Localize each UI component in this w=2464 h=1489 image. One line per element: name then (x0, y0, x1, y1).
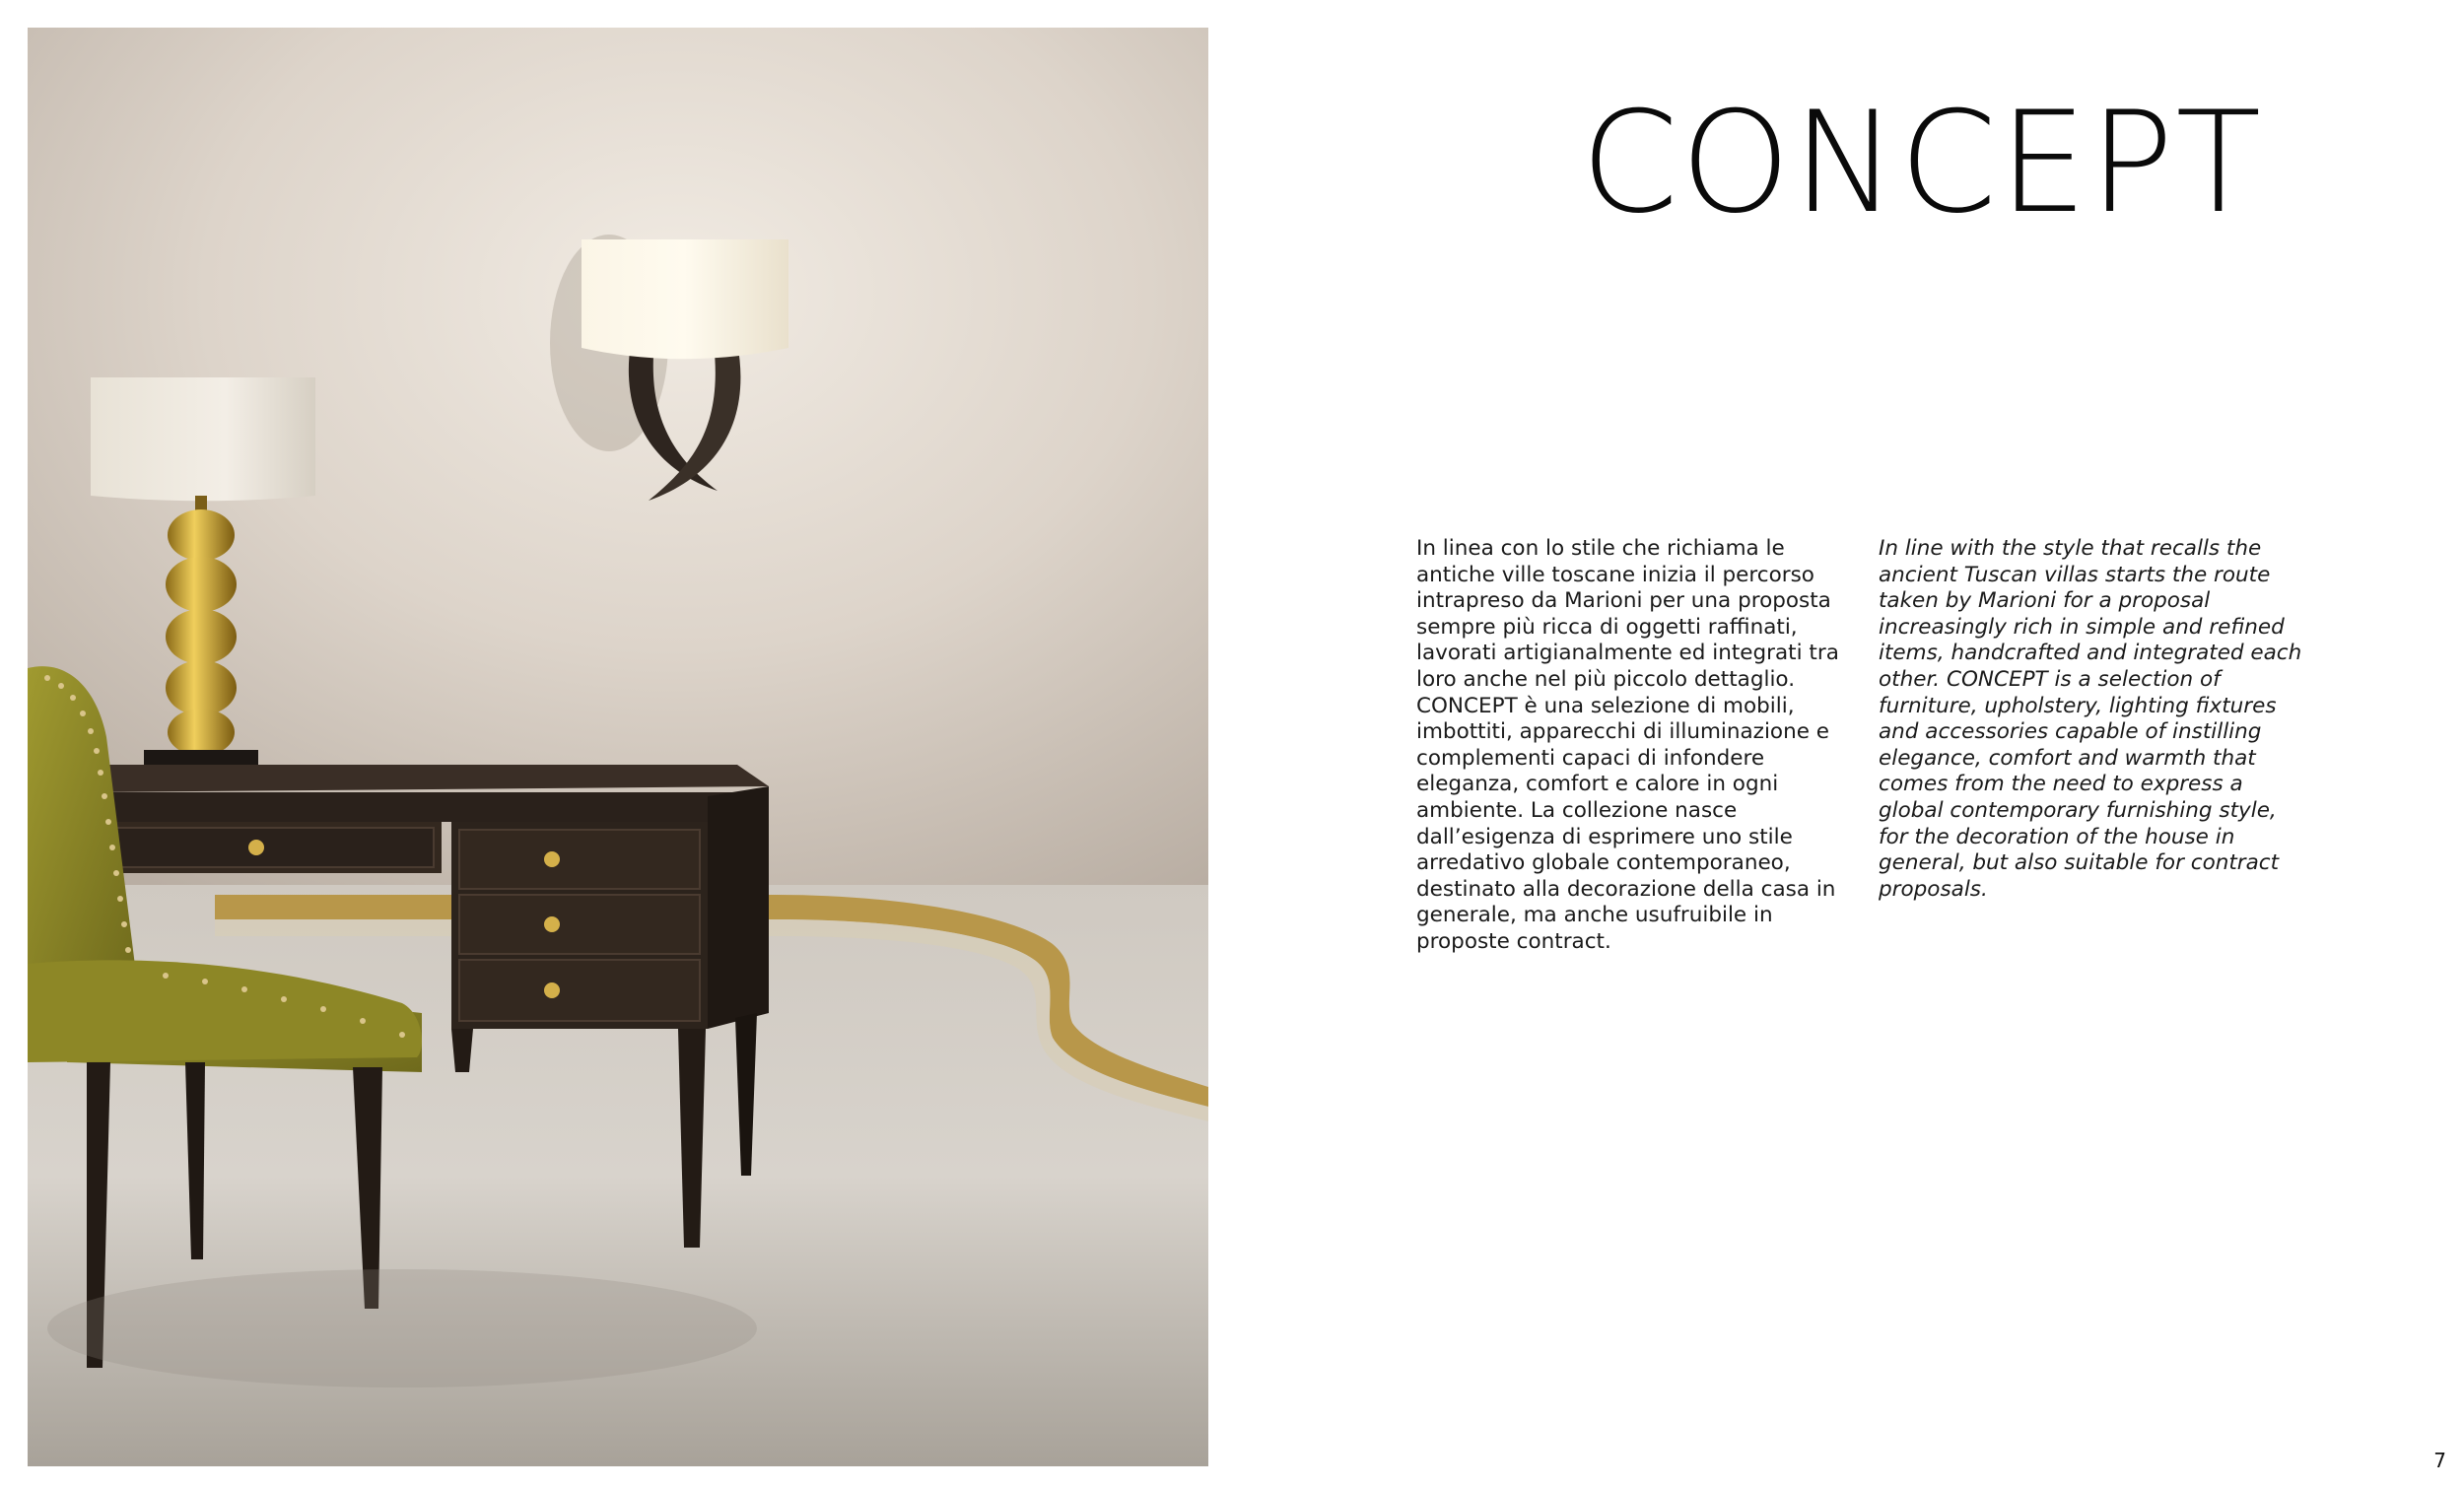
page-title: CONCEPT (1580, 82, 2264, 244)
italian-body-text: In linea con lo stile che richiama le antiche ville toscane inizia il percorso intrapreso da Marioni per una proposta sempre più ricca di oggetti raffinati, lavorati artigianalmente ed integrati tra loro anche nel più piccolo dettaglio. CONCEPT è una selezione di mobili, imbottiti, apparecchi di illuminazione e complementi capaci di infondere eleganza, comfort e calore in ogni ambiente. La collezione nasce dall’esigenza di esprimere uno stile arredativo globale contemporaneo, destinato alla decorazione della casa in generale, ma anche usufruibile in proposte contract. (1416, 536, 1839, 954)
english-body-text: In line with the style that recalls the ancient Tuscan villas starts the route taken by Marioni for a proposal increasingly rich in simple and refined items, handcrafted and integrated each other. CONCEPT is a selection of furniture, upholstery, lighting fixtures and accessories capable of instilling elegance, comfort and warmth that comes from the need to express a global contemporary furnishing style, for the decoration of the house in general, but also suitable for contract proposals. (1879, 536, 2302, 902)
interior-photo (28, 28, 1208, 1466)
page-number: 7 (2433, 1449, 2446, 1472)
